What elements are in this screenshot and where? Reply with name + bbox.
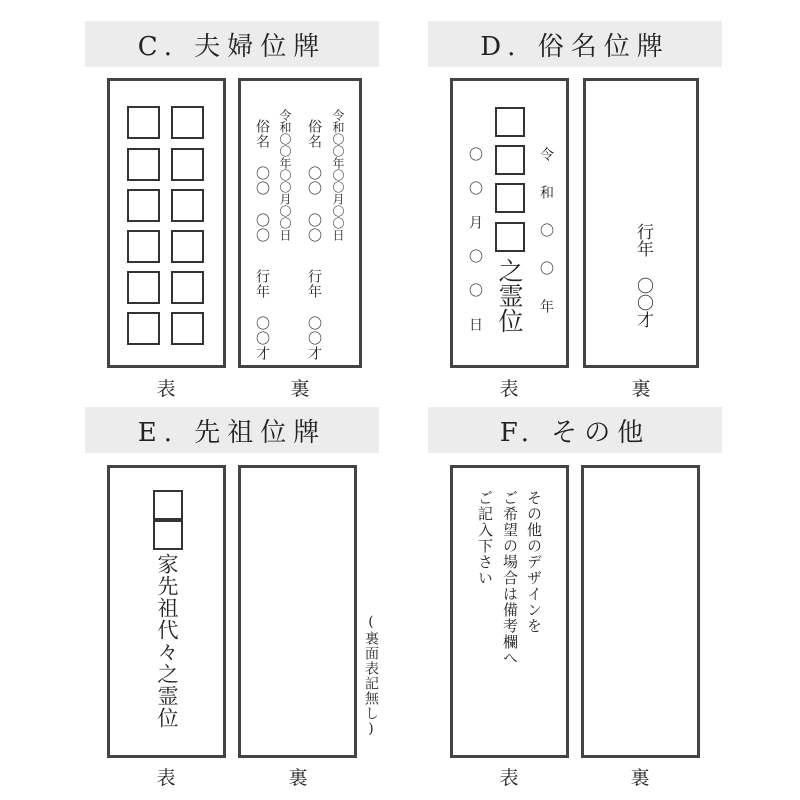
name-box xyxy=(171,189,204,222)
section-e-front-panel xyxy=(107,465,226,758)
section-c-title: C. 夫婦位牌 xyxy=(85,21,379,67)
right-name-text: 俗名 〇〇 〇〇 xyxy=(306,119,322,243)
name-box xyxy=(171,271,204,304)
name-box xyxy=(127,312,160,345)
left-name-text: 俗名 〇〇 〇〇 xyxy=(254,119,270,243)
section-e-back-panel xyxy=(238,465,357,758)
name-box xyxy=(171,230,204,263)
section-c-back-caption: 裏 xyxy=(290,378,310,400)
section-f-title: F. その他 xyxy=(428,407,722,453)
name-box xyxy=(127,189,160,222)
age-text: 行年 〇〇才 xyxy=(633,223,653,328)
name-box xyxy=(127,230,160,263)
right-age-text: 行年 〇〇才 xyxy=(306,269,322,361)
section-f-back-caption: 裏 xyxy=(630,767,650,789)
era-year-text: 令 和 〇 〇 年 xyxy=(538,147,554,317)
name-box xyxy=(171,148,204,181)
section-d-back-caption: 裏 xyxy=(631,378,651,400)
ancestor-text: 家先祖代々之霊位 xyxy=(155,553,179,729)
section-d-front-panel xyxy=(450,78,569,368)
section-e-back-caption: 裏 xyxy=(288,767,308,789)
other-design-line1: その他のデザインを xyxy=(525,490,543,634)
name-box xyxy=(127,271,160,304)
section-e-title: E. 先祖位牌 xyxy=(85,407,379,453)
name-box xyxy=(153,520,183,550)
section-c-front-panel xyxy=(107,78,226,368)
other-design-line2: ご希望の場合は備考欄へ xyxy=(501,490,519,666)
section-c-back-panel xyxy=(238,78,362,368)
no-back-text-note: (裏面表記無し) xyxy=(363,614,379,738)
other-design-line3: ご記入下さい xyxy=(476,490,494,586)
section-d-title: D. 俗名位牌 xyxy=(428,21,722,67)
section-f-front-panel xyxy=(450,465,569,758)
name-box xyxy=(171,312,204,345)
right-date-text: 令和〇〇年〇〇月〇〇日 xyxy=(331,109,345,241)
name-box xyxy=(127,148,160,181)
left-age-text: 行年 〇〇才 xyxy=(254,269,270,361)
left-date-text: 令和〇〇年〇〇月〇〇日 xyxy=(278,109,292,241)
section-d-front-caption: 表 xyxy=(499,378,519,400)
section-c-front-caption: 表 xyxy=(156,378,176,400)
section-e-front-caption: 表 xyxy=(156,767,176,789)
name-box xyxy=(495,222,525,252)
section-f-front-caption: 表 xyxy=(499,767,519,789)
section-d-back-panel xyxy=(583,78,699,368)
name-box xyxy=(495,183,525,213)
name-box xyxy=(495,145,525,175)
name-box xyxy=(127,106,160,139)
month-day-text: 〇 〇 月 〇 〇 日 xyxy=(467,147,483,333)
section-f-back-panel xyxy=(581,465,700,758)
name-box xyxy=(495,107,525,137)
name-box xyxy=(171,106,204,139)
reii-suffix-text: 之霊位 xyxy=(495,258,524,333)
name-box xyxy=(153,490,183,520)
